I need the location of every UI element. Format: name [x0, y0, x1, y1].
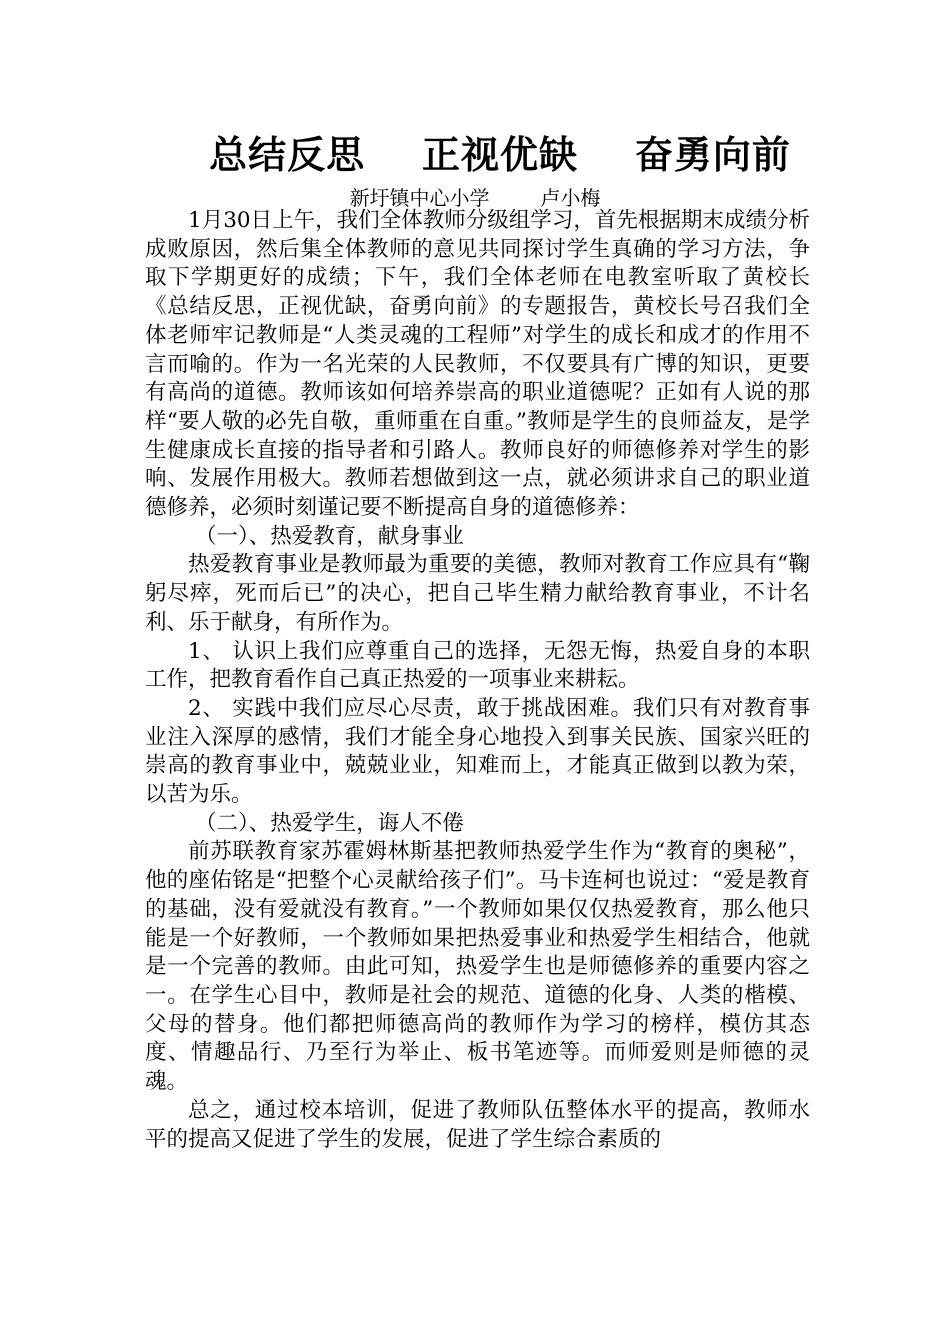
- author-line: 新圩镇中心小学 卢小梅: [349, 186, 601, 210]
- document-body: [145, 207, 810, 1154]
- section-heading-1: （一）、热爱教育，献身事业: [195, 523, 464, 549]
- point-2-paragraph: 2、 实践中我们应尽心尽责，敢于挑战困难。我们只有对教育事业注入深厚的感情，我们才能全身心地投入到事关民族、国家兴旺的崇高的教育事业中，兢兢业业，知难而上，才能真正做到以教为荣，以苦为乐。: [145, 695, 810, 808]
- section-1-paragraph: 热爱教育事业是教师最为重要的美德，教师对教育工作应具有“鞠躬尽瘁，死而后已”的决心，把自己毕生精力献给教育事业，不计名利、乐于献身，有所作为。: [145, 552, 810, 635]
- intro-paragraph: 1月30日上午，我们全体教师分级组学习，首先根据期末成绩分析成败原因，然后集全体教师的意见共同探讨学生真确的学习方法，争取下学期更好的成绩；下午，我们全体老师在电教室听取了黄校长《总结反思，正视优缺，奋勇向前》的专题报告，黄校长号召我们全体老师牢记教师是“人类灵魂的工程师”对学生的成长和成才的作用不言而喻的。作为一名光荣的人民教师，不仅要具有广博的知识，更要有高尚的道德。教师该如何培养崇高的职业道德呢？正如有人说的那样“要人敬的必先自敬，重师重在自重。”教师是学生的良师益友，是学生健康成长直接的指导者和引路人。教师良好的师德修养对学生的影响、发展作用极大。教师若想做到这一点，就必须讲求自己的职业道德修养，必须时刻谨记要不断提高自身的道德修养：: [145, 208, 810, 521]
- section-heading-2: （二）、热爱学生，诲人不倦: [195, 810, 464, 836]
- section-2-paragraph: 前苏联教育家苏霍姆林斯基把教师热爱学生作为“教育的奥秘”，他的座佑铭是“把整个心灵献给孩子们”。马卡连柯也说过：“爱是教育的基础，没有爱就没有教育。”一个教师如果仅仅热爱教育，那么他只能是一个好教师，一个教师如果把热爱事业和热爱学生相结合，他就是一个完善的教师。由此可知，热爱学生也是师德修养的重要内容之一。在学生心目中，教师是社会的规范、道德的化身、人类的楷模、父母的替身。他们都把师德高尚的教师作为学习的榜样，模仿其态度、情趣品行、乃至行为举止、板书笔迹等。而师爱则是师德的灵魂。: [145, 839, 810, 1095]
- point-1-paragraph: 1、 认识上我们应尊重自己的选择，无怨无悔，热爱自身的本职工作，把教育看作自己真正热爱的一项事业来耕耘。: [145, 638, 810, 693]
- document-title: 总结反思 正视优缺 奋勇向前: [209, 133, 791, 177]
- summary-paragraph: 总之，通过校本培训，促进了教师队伍整体水平的提高，教师水平的提高又促进了学生的发展，促进了学生综合素质的: [145, 1097, 810, 1152]
